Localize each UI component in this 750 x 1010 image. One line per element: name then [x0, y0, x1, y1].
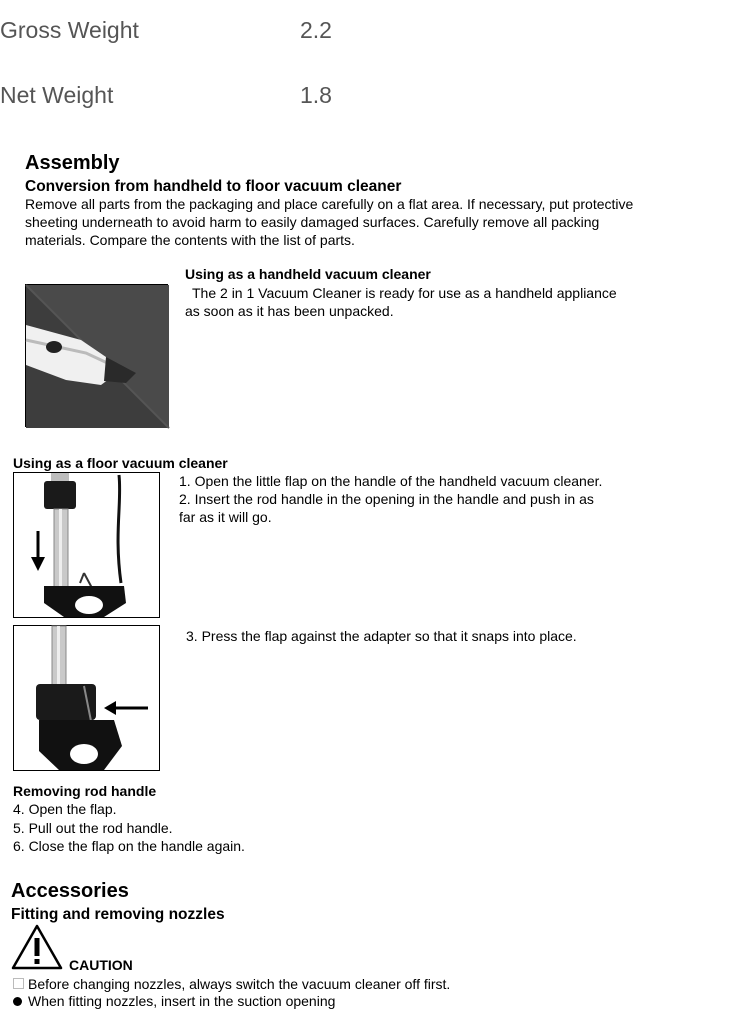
caution-line: [13, 975, 450, 993]
removing-step-6: 6. Close the flap on the handle again.: [13, 838, 245, 854]
handheld-heading: Using as a handheld vacuum cleaner: [185, 266, 431, 282]
bullet-icon: [13, 997, 22, 1006]
net-weight-value: 1.8: [300, 82, 332, 108]
floor-step-1: 1. Open the little flap on the handle of the handheld vacuum cleaner.: [179, 473, 603, 489]
assembly-intro-line-2: sheeting underneath to avoid harm to easily damaged surfaces. Carefully remove all packing: [25, 214, 600, 230]
gross-weight-label: Gross Weight: [0, 17, 139, 43]
removing-step-4: 4. Open the flap.: [13, 801, 117, 817]
snap-flap-figure: [13, 625, 160, 771]
floor-step-3: 3. Press the flap against the adapter so that it snaps into place.: [186, 628, 577, 644]
cut-off-text: When fitting nozzles, insert in the suction opening: [28, 993, 336, 1009]
accessories-heading: Accessories: [11, 880, 129, 902]
conversion-subheading: Conversion from handheld to floor vacuum cleaner: [25, 178, 402, 195]
net-weight-label: Net Weight: [0, 82, 114, 108]
handheld-vacuum-photo: [25, 284, 168, 427]
caution-text: Before changing nozzles, always switch the vacuum cleaner off first.: [28, 976, 451, 992]
checkbox-icon: [13, 978, 24, 989]
cut-off-line: [13, 992, 336, 1009]
insert-rod-figure: [13, 472, 160, 618]
floor-step-2-cont: far as it will go.: [179, 509, 272, 525]
floor-heading: Using as a floor vacuum cleaner: [13, 455, 228, 471]
removing-step-5: 5. Pull out the rod handle.: [13, 820, 173, 836]
assembly-heading: Assembly: [25, 152, 120, 174]
caution-label: CAUTION: [69, 957, 133, 973]
removing-heading: Removing rod handle: [13, 783, 157, 799]
nozzles-subheading: Fitting and removing nozzles: [11, 906, 225, 923]
floor-step-2: 2. Insert the rod handle in the opening in the handle and push in as: [179, 491, 594, 507]
gross-weight-value: 2.2: [300, 17, 332, 43]
handheld-line-1: The 2 in 1 Vacuum Cleaner is ready for use as a handheld appliance: [192, 285, 617, 301]
assembly-intro-line-3: materials. Compare the contents with the list of parts.: [25, 232, 355, 248]
handheld-line-2: as soon as it has been unpacked.: [185, 303, 394, 319]
assembly-intro-line-1: Remove all parts from the packaging and place carefully on a flat area. If necessary, put protective: [25, 196, 634, 212]
warning-triangle-icon: [11, 924, 63, 975]
